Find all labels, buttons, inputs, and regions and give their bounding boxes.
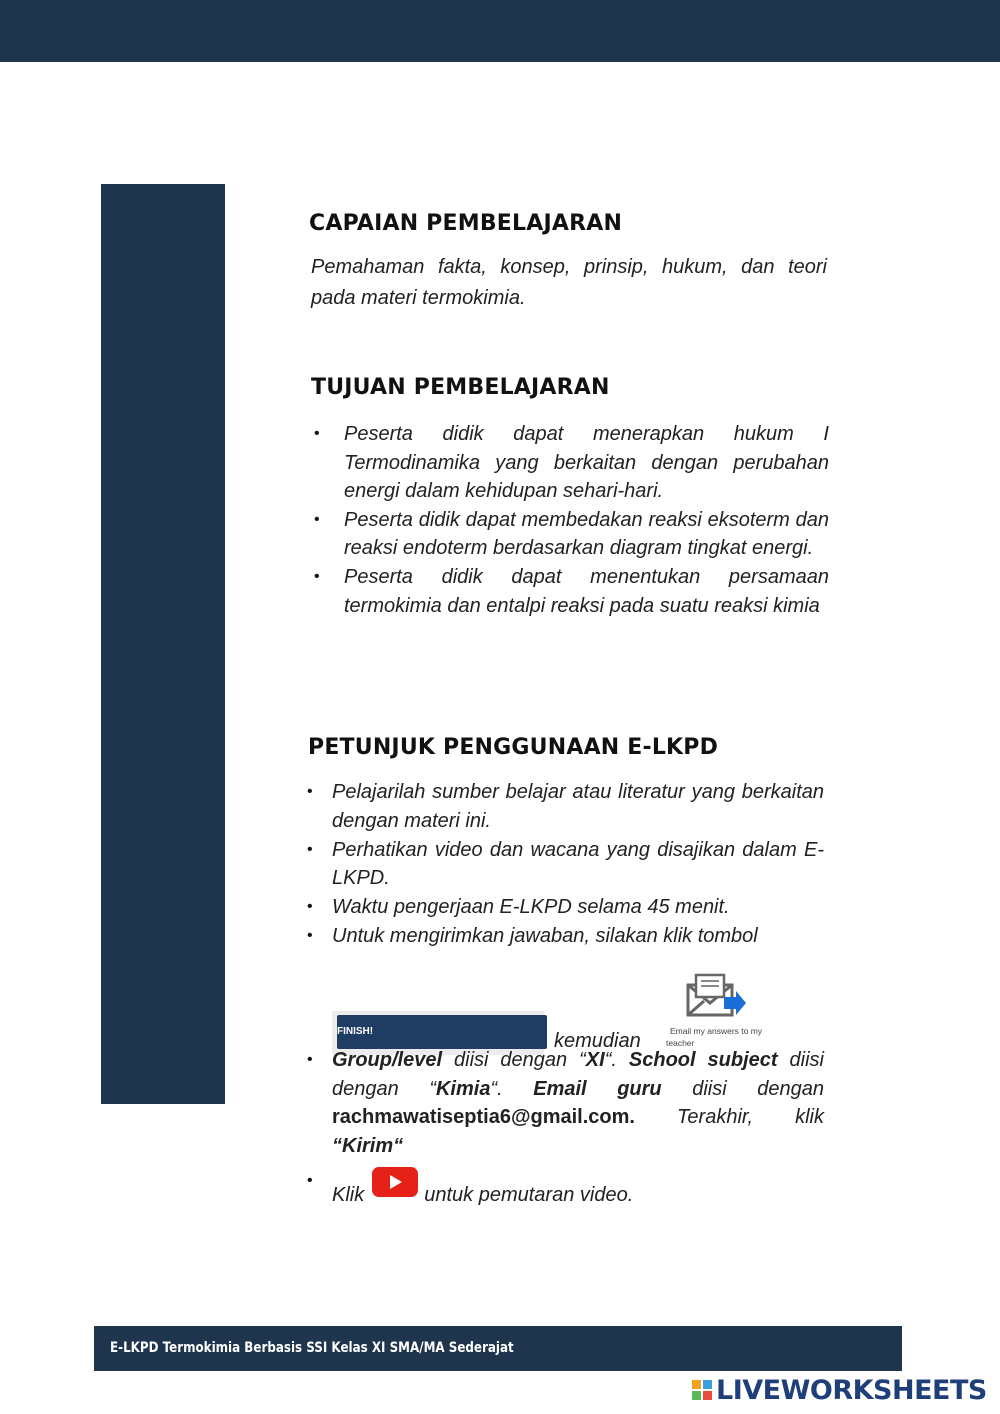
subject-value: Kimia xyxy=(435,1077,491,1100)
list-item-video xyxy=(332,1167,824,1210)
finish-button-label: FINISH! xyxy=(337,1015,547,1049)
top-header-band xyxy=(0,0,1000,62)
text-fragment: Terakhir, klik xyxy=(634,1106,824,1129)
capaian-heading: CAPAIAN PEMBELAJARAN xyxy=(309,211,623,236)
list-item-fill-form xyxy=(332,1046,824,1161)
email-answers-image xyxy=(666,971,766,1049)
footer-band xyxy=(94,1326,902,1371)
list-item: • Pelajarilah sumber belajar atau literatur yang berkaitan dengan materi ini. xyxy=(332,778,824,836)
submit-row xyxy=(332,951,824,1052)
text-fragment: “. xyxy=(604,1048,629,1071)
email-guru-label: Email guru xyxy=(533,1077,662,1100)
kirim-label: “Kirim“ xyxy=(332,1135,404,1158)
video-instruction-text: untuk pemutaran video. xyxy=(424,1183,634,1206)
youtube-play-icon xyxy=(372,1167,418,1197)
list-item: • Waktu pengerjaan E-LKPD selama 45 menit. xyxy=(332,893,824,922)
liveworksheets-logo xyxy=(692,1374,992,1408)
text-fragment: diisi dengan “ xyxy=(332,1048,824,1100)
list-item-submit xyxy=(332,922,824,1052)
teacher-email: rachmawatiseptia6@gmail.com. xyxy=(332,1106,635,1129)
school-subject-label: School subject xyxy=(628,1048,778,1071)
liveworksheets-wordmark: LIVEWORKSHEETS xyxy=(716,1375,987,1406)
submit-instruction-text: Untuk mengirimkan jawaban, silakan klik tombol xyxy=(332,924,758,947)
petunjuk-heading: PETUNJUK PENGGUNAAN E-LKPD xyxy=(308,735,719,760)
left-decorative-bar xyxy=(101,184,225,1104)
footer-text: E-LKPD Termokimia Berbasis SSI Kelas XI SMA/MA Sederajat xyxy=(110,1340,514,1356)
group-level-label: Group/level xyxy=(332,1048,443,1071)
list-item: • Peserta didik dapat membedakan reaksi eksoterm dan reaksi endoterm berdasarkan diagram tingkat energi. xyxy=(344,506,829,563)
text-fragment: “. xyxy=(490,1077,534,1100)
text-fragment: diisi dengan xyxy=(661,1077,824,1100)
email-send-icon xyxy=(684,971,748,1023)
list-item: • Peserta didik dapat menentukan persamaan termokimia dan entalpi reaksi pada suatu reaksi kimia xyxy=(344,563,829,620)
tujuan-list xyxy=(344,420,829,620)
list-item: • Peserta didik dapat menerapkan hukum I Termodinamika yang berkaitan dengan perubahan energi dalam kehidupan sehari-hari. xyxy=(344,420,829,506)
klik-text: Klik xyxy=(332,1183,365,1206)
liveworksheets-logo-icon xyxy=(692,1380,712,1400)
tujuan-heading: TUJUAN PEMBELAJARAN xyxy=(311,375,610,400)
list-item: • Perhatikan video dan wacana yang disajikan dalam E-LKPD. xyxy=(332,836,824,894)
petunjuk-list xyxy=(332,778,824,1210)
capaian-text: Pemahaman fakta, konsep, prinsip, hukum, dan teori pada materi termokimia. xyxy=(311,256,827,309)
email-caption: Email my answers to my teacher xyxy=(666,1025,763,1048)
text-fragment: diisi dengan “ xyxy=(442,1048,586,1071)
kemudian-text: kemudian xyxy=(554,1029,641,1052)
group-value: XI xyxy=(585,1048,605,1071)
